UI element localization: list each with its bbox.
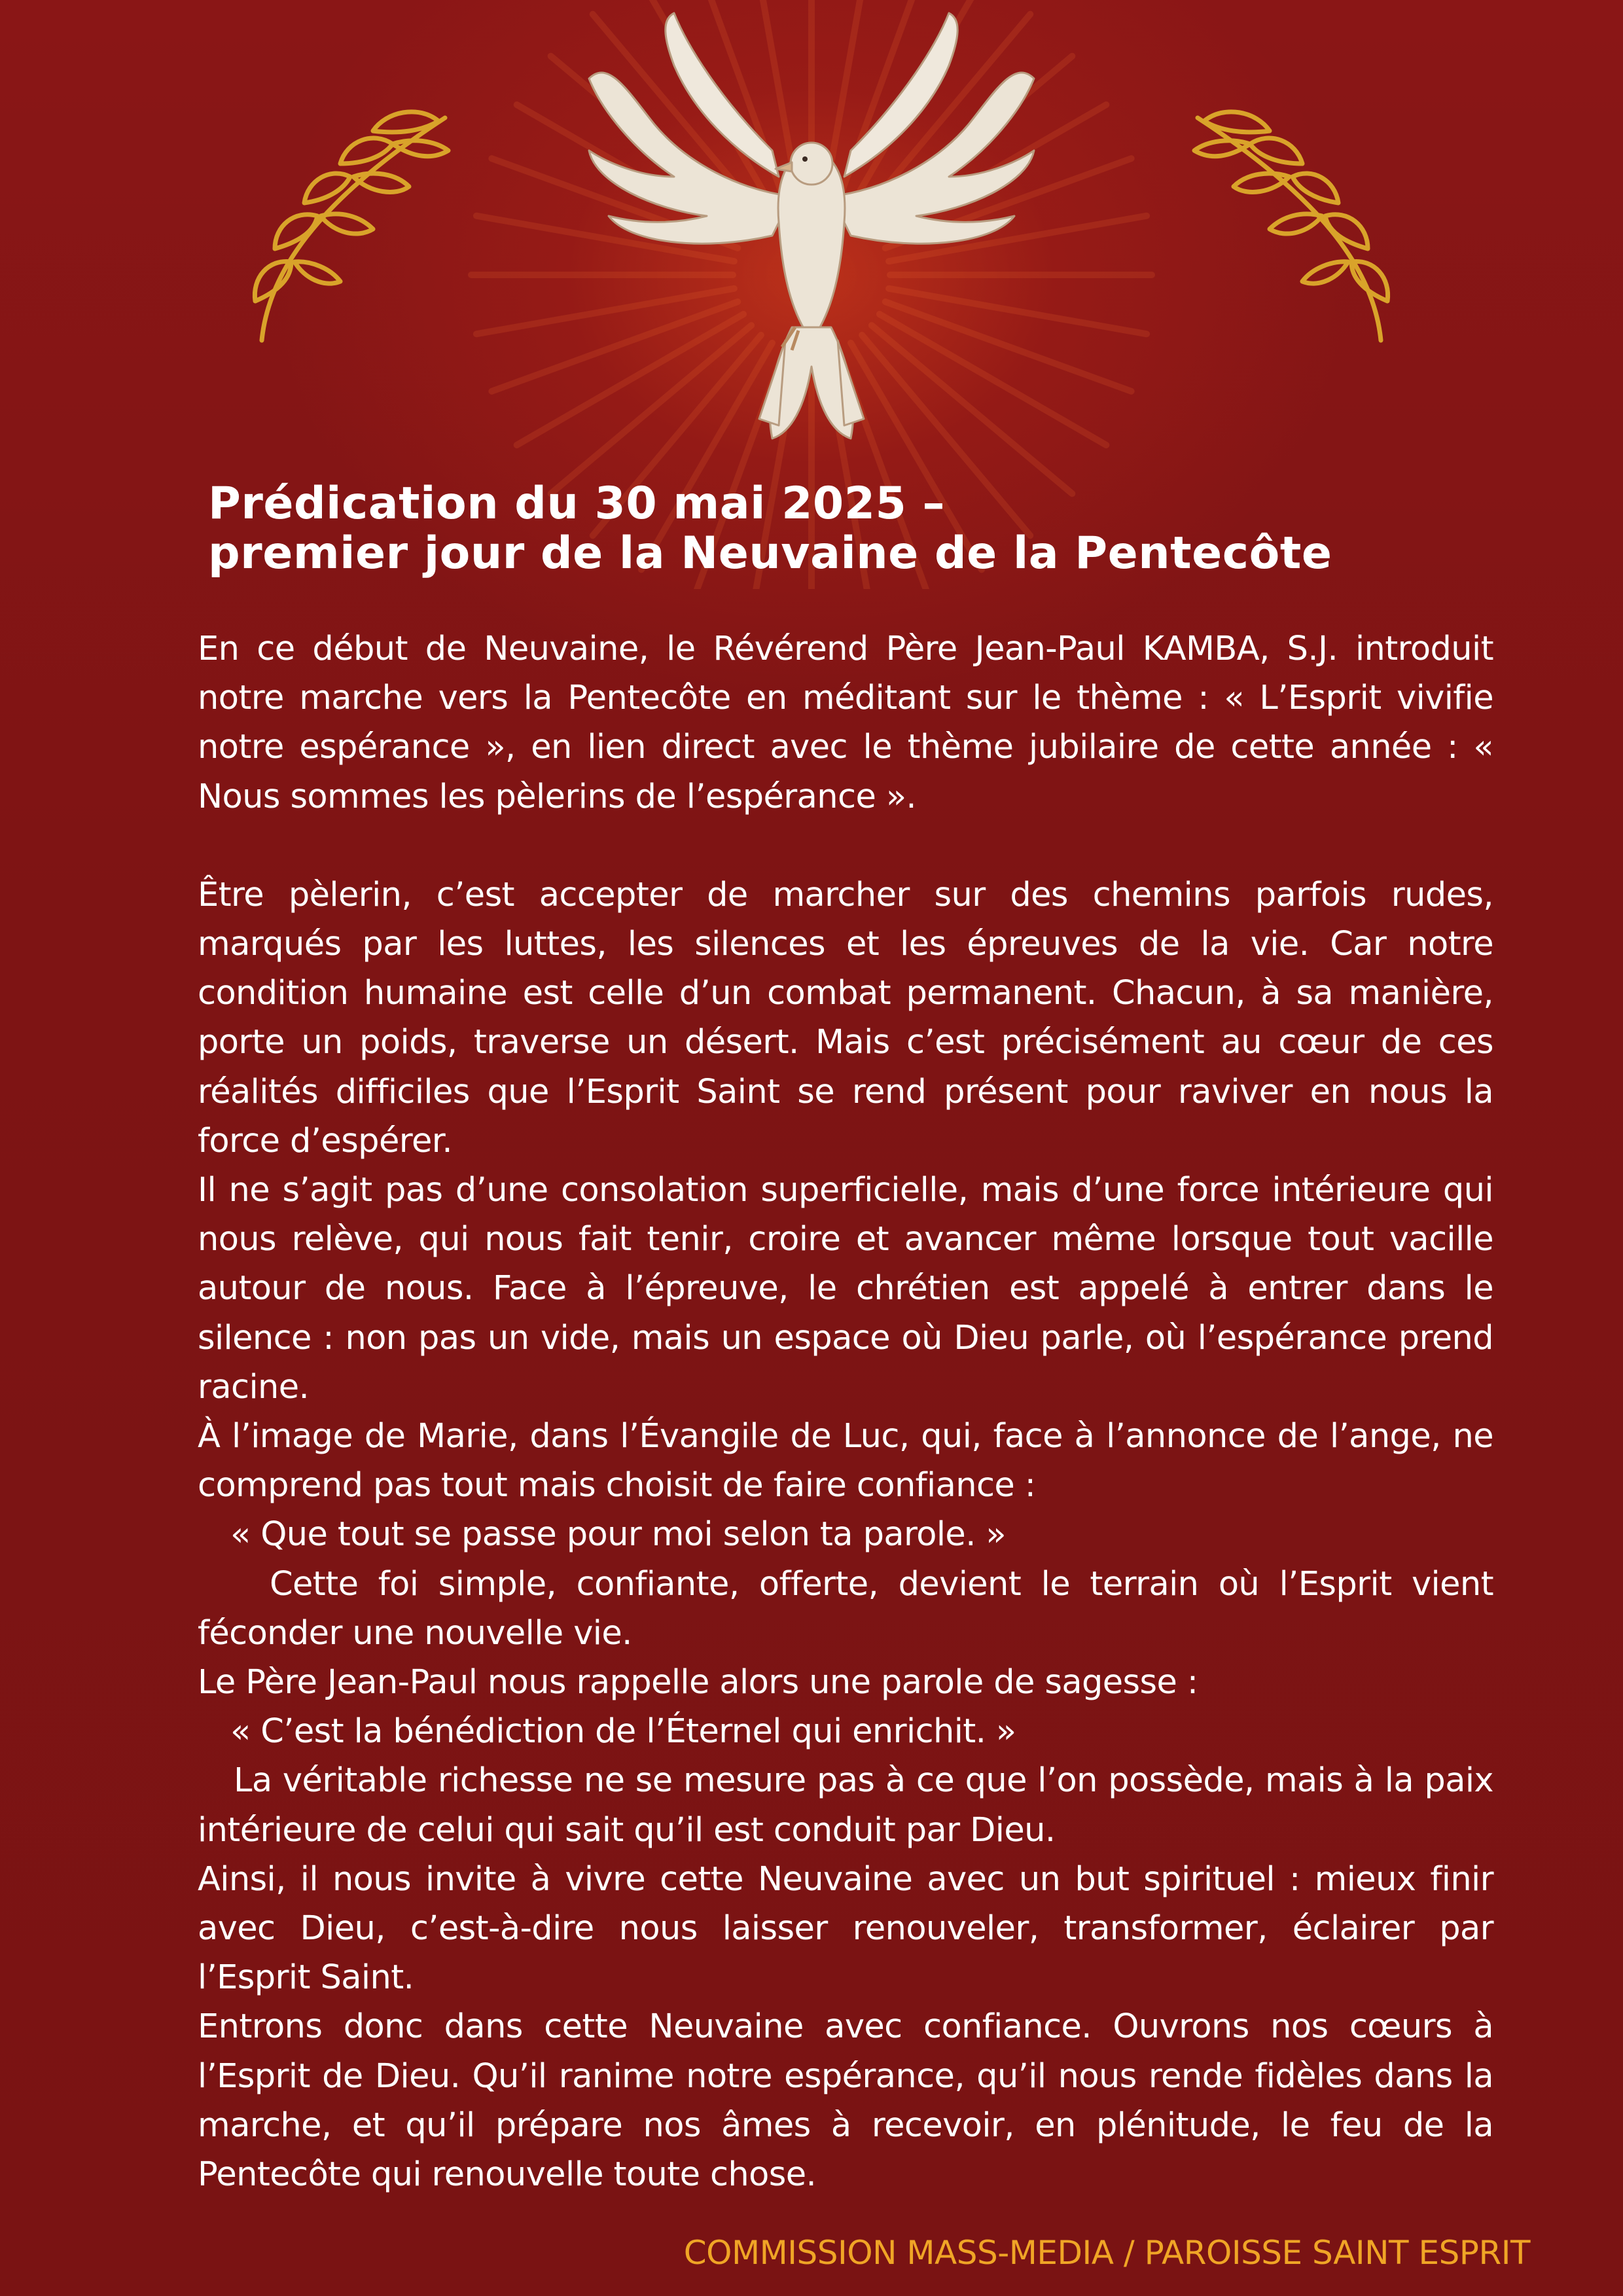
quote-mary: « Que tout se passe pour moi selon ta parole. »: [230, 1515, 1007, 1554]
paragraph-mary: À l’image de Marie, dans l’Évangile de Luc, qui, face à l’annonce de l’ange, ne comprend pas tout mais choisit de faire confiance :: [198, 1417, 1493, 1505]
sermon-title: [208, 479, 1510, 579]
title-line-1: Prédication du 30 mai 2025 –: [208, 477, 946, 529]
paragraph-faith: Cette foi simple, confiante, offerte, devient le terrain où l’Esprit vient féconder une nouvelle vie.: [198, 1564, 1493, 1653]
paragraph-inner-strength: Il ne s’agit pas d’une consolation superficielle, mais d’une force intérieure qui nous relève, qui nous fait tenir, croire et avancer même lorsque tout vacille autour de nous. Face à l’épreuve, le chrétien est appelé à entrer dans le silence : non pas un vide, mais un espace où Dieu parle, où l’espérance prend racine.: [198, 1171, 1493, 1407]
paragraph-richness: La véritable richesse ne se mesure pas à ce que l’on possède, mais à la paix intérieure de celui qui sait qu’il est conduit par Dieu.: [198, 1761, 1493, 1850]
paragraph-invitation: Ainsi, il nous invite à vivre cette Neuvaine avec un but spirituel : mieux finir avec Dieu, c’est-à-dire nous laisser renouveler, transformer, éclairer par l’Esprit Saint.: [198, 1859, 1493, 1998]
sermon-body: [198, 624, 1493, 2199]
laurel-branch-left-icon: [223, 105, 458, 353]
paragraph-wisdom: Le Père Jean-Paul nous rappelle alors une parole de sagesse :: [198, 1663, 1198, 1702]
paragraph-conclusion: Entrons donc dans cette Neuvaine avec confiance. Ouvrons nos cœurs à l’Esprit de Dieu. Qu’il ranime notre espérance, qu’il nous rende fidèles dans la marche, et qu’il prépare nos âmes à recevoir, en plénitude, le feu de la Pentecôte qui renouvelle toute chose.: [198, 2007, 1493, 2195]
title-line-2: premier jour de la Neuvaine de la Pentecôte: [208, 527, 1332, 579]
paragraph-spacer: [198, 821, 1493, 870]
footer-credit: COMMISSION MASS-MEDIA / PAROISSE SAINT ESPRIT: [683, 2234, 1530, 2272]
laurel-branch-right-icon: [1185, 105, 1420, 353]
quote-blessing: « C’est la bénédiction de l’Éternel qui enrichit. »: [230, 1712, 1016, 1751]
paragraph-intro: En ce début de Neuvaine, le Révérend Père Jean-Paul KAMBA, S.J. introduit notre marche vers la Pentecôte en méditant sur le thème : « L’Esprit vivifie notre espérance », en lien direct avec le thème jubilaire de cette année : « Nous sommes les pèlerins de l’espérance ».: [198, 630, 1493, 816]
paragraph-pilgrim: Être pèlerin, c’est accepter de marcher sur des chemins parfois rudes, marqués par les luttes, les silences et les épreuves de la vie. Car notre condition humaine est celle d’un combat permanent. Chacun, à sa manière, porte un poids, traverse un désert. Mais c’est précisément au cœur de ces réalités difficiles que l’Esprit Saint se rend présent pour raviver en nous la force d’espérer.: [198, 875, 1493, 1160]
dove-icon: [576, 0, 1047, 452]
